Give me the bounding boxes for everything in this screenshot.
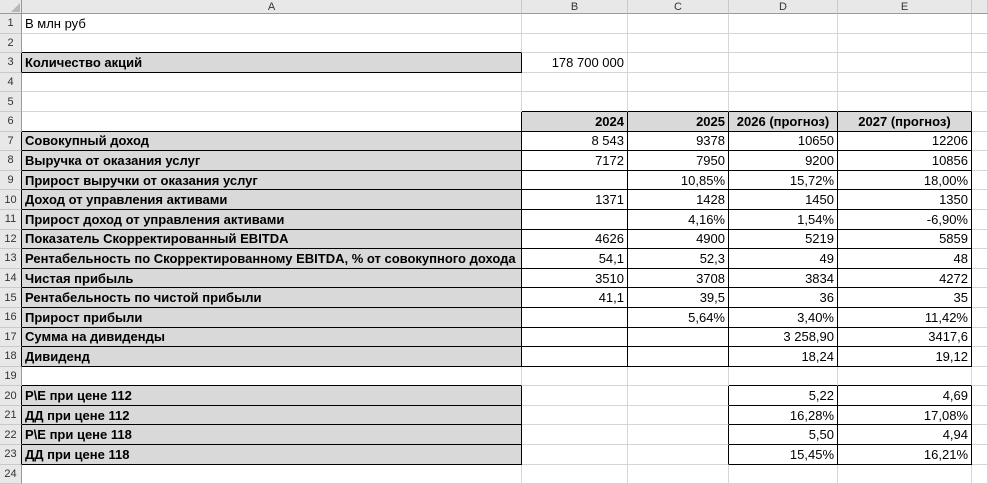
year-header-cell[interactable]: 2026 (прогноз) xyxy=(729,112,838,132)
cell[interactable] xyxy=(522,386,628,406)
metric-value-cell[interactable]: 3834 xyxy=(729,269,838,289)
metric-label-cell[interactable]: Доход от управления активами xyxy=(22,190,522,210)
cell[interactable] xyxy=(972,14,988,34)
cell[interactable] xyxy=(972,425,988,445)
metric-value-cell[interactable]: 11,42% xyxy=(838,308,972,328)
metric-value-cell[interactable]: 1350 xyxy=(838,190,972,210)
metric-value-cell[interactable]: 7950 xyxy=(628,151,729,171)
metric-value-cell[interactable]: 10650 xyxy=(729,132,838,152)
metric-value-cell[interactable]: 48 xyxy=(838,249,972,269)
metric-value-cell[interactable]: 1450 xyxy=(729,190,838,210)
valuation-value-cell[interactable]: 16,28% xyxy=(729,406,838,426)
cell[interactable] xyxy=(628,14,729,34)
column-header-a[interactable]: A xyxy=(22,0,522,14)
select-all-triangle-icon xyxy=(11,3,20,12)
cell[interactable] xyxy=(628,445,729,465)
cell[interactable] xyxy=(972,249,988,269)
cell[interactable] xyxy=(522,425,628,445)
metric-value-cell[interactable]: 5859 xyxy=(838,230,972,250)
metric-value-cell[interactable]: 4900 xyxy=(628,230,729,250)
cell[interactable] xyxy=(972,151,988,171)
row-header[interactable]: 10 xyxy=(0,190,22,210)
column-header-e[interactable]: E xyxy=(838,0,972,14)
row-header[interactable]: 20 xyxy=(0,386,22,406)
cell[interactable] xyxy=(729,367,838,387)
metric-label-cell[interactable]: Совокупный доход xyxy=(22,132,522,152)
cell[interactable] xyxy=(972,308,988,328)
valuation-value-cell[interactable]: 17,08% xyxy=(838,406,972,426)
valuation-label-cell[interactable]: ДД при цене 118 xyxy=(22,445,522,465)
metric-value-cell[interactable]: 36 xyxy=(729,288,838,308)
row-header[interactable]: 23 xyxy=(0,445,22,465)
metric-value-cell[interactable]: 3510 xyxy=(522,269,628,289)
metric-value-cell[interactable]: 1371 xyxy=(522,190,628,210)
cell[interactable] xyxy=(729,73,838,93)
row-header[interactable]: 14 xyxy=(0,269,22,289)
cell[interactable] xyxy=(628,367,729,387)
cell[interactable] xyxy=(22,367,522,387)
cell[interactable] xyxy=(838,34,972,54)
row-header[interactable]: 9 xyxy=(0,171,22,191)
cell[interactable] xyxy=(628,465,729,484)
valuation-value-cell[interactable]: 16,21% xyxy=(838,445,972,465)
metric-value-cell[interactable]: 18,00% xyxy=(838,171,972,191)
cell[interactable] xyxy=(522,367,628,387)
cell[interactable] xyxy=(729,14,838,34)
metric-value-cell[interactable]: 3 258,90 xyxy=(729,328,838,348)
metric-value-cell[interactable]: 9378 xyxy=(628,132,729,152)
cell[interactable] xyxy=(972,347,988,367)
column-header-partial[interactable] xyxy=(972,0,988,14)
cell[interactable] xyxy=(729,53,838,73)
cell[interactable] xyxy=(729,92,838,112)
row-header[interactable]: 12 xyxy=(0,230,22,250)
cell[interactable] xyxy=(628,92,729,112)
row-header[interactable]: 16 xyxy=(0,308,22,328)
metric-label-cell[interactable]: Сумма на дивиденды xyxy=(22,328,522,348)
cell[interactable] xyxy=(972,386,988,406)
metric-value-cell[interactable]: 10,85% xyxy=(628,171,729,191)
cell[interactable] xyxy=(522,34,628,54)
cell-shares-label[interactable]: Количество акций xyxy=(22,53,522,73)
metric-label-cell[interactable]: Показатель Скорректированный EBITDA xyxy=(22,230,522,250)
cell[interactable] xyxy=(972,230,988,250)
metric-value-cell[interactable] xyxy=(628,347,729,367)
cell[interactable] xyxy=(628,386,729,406)
valuation-label-cell[interactable]: ДД при цене 112 xyxy=(22,406,522,426)
cell[interactable] xyxy=(838,53,972,73)
metric-label-cell[interactable]: Выручка от оказания услуг xyxy=(22,151,522,171)
row-header[interactable]: 11 xyxy=(0,210,22,230)
cell[interactable] xyxy=(972,171,988,191)
metric-value-cell[interactable]: 4,16% xyxy=(628,210,729,230)
metric-value-cell[interactable] xyxy=(522,210,628,230)
metric-value-cell[interactable]: 39,5 xyxy=(628,288,729,308)
cell[interactable] xyxy=(972,112,988,132)
metric-value-cell[interactable] xyxy=(628,328,729,348)
row-header[interactable]: 18 xyxy=(0,347,22,367)
metric-label-cell[interactable]: Чистая прибыль xyxy=(22,269,522,289)
row-header[interactable]: 24 xyxy=(0,465,22,484)
metric-label-cell[interactable]: Дивиденд xyxy=(22,347,522,367)
cell[interactable] xyxy=(972,132,988,152)
cell[interactable] xyxy=(838,465,972,484)
metric-value-cell[interactable]: 5219 xyxy=(729,230,838,250)
cell[interactable] xyxy=(522,73,628,93)
metric-label-cell[interactable]: Прирост прибыли xyxy=(22,308,522,328)
row-header[interactable]: 22 xyxy=(0,425,22,445)
metric-value-cell[interactable]: 1428 xyxy=(628,190,729,210)
select-all-button[interactable] xyxy=(0,0,22,14)
cell[interactable] xyxy=(522,465,628,484)
metric-value-cell[interactable]: 19,12 xyxy=(838,347,972,367)
metric-value-cell[interactable]: 8 543 xyxy=(522,132,628,152)
metric-value-cell[interactable]: 1,54% xyxy=(729,210,838,230)
valuation-value-cell[interactable]: 4,69 xyxy=(838,386,972,406)
metric-value-cell[interactable]: 9200 xyxy=(729,151,838,171)
row-header[interactable]: 3 xyxy=(0,53,22,73)
metric-value-cell[interactable]: 3,40% xyxy=(729,308,838,328)
cell[interactable] xyxy=(22,73,522,93)
row-header[interactable]: 8 xyxy=(0,151,22,171)
metric-value-cell[interactable]: 15,72% xyxy=(729,171,838,191)
metric-value-cell[interactable]: 4626 xyxy=(522,230,628,250)
metric-value-cell[interactable] xyxy=(522,308,628,328)
cell[interactable] xyxy=(729,465,838,484)
row-header[interactable]: 7 xyxy=(0,132,22,152)
cell[interactable] xyxy=(972,210,988,230)
cell[interactable] xyxy=(22,92,522,112)
cell[interactable] xyxy=(522,92,628,112)
cell[interactable] xyxy=(22,465,522,484)
metric-label-cell[interactable]: Рентабельность по чистой прибыли xyxy=(22,288,522,308)
metric-value-cell[interactable]: 18,24 xyxy=(729,347,838,367)
metric-value-cell[interactable]: 35 xyxy=(838,288,972,308)
valuation-value-cell[interactable]: 15,45% xyxy=(729,445,838,465)
cell[interactable] xyxy=(522,445,628,465)
cell[interactable] xyxy=(729,34,838,54)
valuation-value-cell[interactable]: 4,94 xyxy=(838,425,972,445)
row-header[interactable]: 21 xyxy=(0,406,22,426)
cell[interactable] xyxy=(628,425,729,445)
metric-label-cell[interactable]: Прирост выручки от оказания услуг xyxy=(22,171,522,191)
row-header[interactable]: 6 xyxy=(0,112,22,132)
valuation-label-cell[interactable]: P\E при цене 112 xyxy=(22,386,522,406)
row-header[interactable]: 19 xyxy=(0,367,22,387)
row-header[interactable]: 2 xyxy=(0,34,22,54)
cell[interactable] xyxy=(972,92,988,112)
row-header[interactable]: 13 xyxy=(0,249,22,269)
row-header[interactable]: 5 xyxy=(0,92,22,112)
cell[interactable] xyxy=(972,269,988,289)
cell[interactable] xyxy=(972,288,988,308)
metric-value-cell[interactable] xyxy=(522,347,628,367)
metric-label-cell[interactable]: Прирост доход от управления активами xyxy=(22,210,522,230)
cell[interactable] xyxy=(972,465,988,484)
metric-value-cell[interactable]: 10856 xyxy=(838,151,972,171)
cell[interactable] xyxy=(972,367,988,387)
metric-value-cell[interactable] xyxy=(522,171,628,191)
valuation-value-cell[interactable]: 5,22 xyxy=(729,386,838,406)
metric-value-cell[interactable]: 52,3 xyxy=(628,249,729,269)
column-header-c[interactable]: C xyxy=(628,0,729,14)
cell[interactable] xyxy=(972,328,988,348)
metric-value-cell[interactable]: 4272 xyxy=(838,269,972,289)
cell[interactable] xyxy=(972,445,988,465)
metric-value-cell[interactable]: 3417,6 xyxy=(838,328,972,348)
cell[interactable] xyxy=(972,53,988,73)
row-header[interactable]: 1 xyxy=(0,14,22,34)
cell[interactable] xyxy=(838,73,972,93)
row-header[interactable]: 15 xyxy=(0,288,22,308)
cell[interactable] xyxy=(522,406,628,426)
valuation-label-cell[interactable]: P\E при цене 118 xyxy=(22,425,522,445)
cell-shares-value[interactable]: 178 700 000 xyxy=(522,53,628,73)
year-header-cell[interactable]: 2027 (прогноз) xyxy=(838,112,972,132)
cell[interactable] xyxy=(628,406,729,426)
cell[interactable] xyxy=(972,73,988,93)
metric-value-cell[interactable]: 5,64% xyxy=(628,308,729,328)
column-header-d[interactable]: D xyxy=(729,0,838,14)
valuation-value-cell[interactable]: 5,50 xyxy=(729,425,838,445)
cell[interactable] xyxy=(972,34,988,54)
metric-value-cell[interactable]: 49 xyxy=(729,249,838,269)
year-header-cell[interactable]: 2025 xyxy=(628,112,729,132)
cell[interactable] xyxy=(972,190,988,210)
metric-value-cell[interactable]: 12206 xyxy=(838,132,972,152)
column-header-b[interactable]: B xyxy=(522,0,628,14)
cell[interactable] xyxy=(522,14,628,34)
cell[interactable] xyxy=(838,367,972,387)
cell[interactable] xyxy=(838,92,972,112)
cell[interactable] xyxy=(972,406,988,426)
cell[interactable] xyxy=(628,53,729,73)
metric-value-cell[interactable]: 7172 xyxy=(522,151,628,171)
cell[interactable] xyxy=(628,34,729,54)
metric-value-cell[interactable] xyxy=(522,328,628,348)
metric-value-cell[interactable]: 3708 xyxy=(628,269,729,289)
cell[interactable] xyxy=(22,34,522,54)
metric-value-cell[interactable]: -6,90% xyxy=(838,210,972,230)
cell[interactable] xyxy=(838,14,972,34)
metric-label-cell[interactable]: Рентабельность по Скорректированному EBITDA, % от совокупного дохода xyxy=(22,249,522,269)
row-header[interactable]: 17 xyxy=(0,328,22,348)
year-header-cell[interactable]: 2024 xyxy=(522,112,628,132)
metric-value-cell[interactable]: 54,1 xyxy=(522,249,628,269)
cell[interactable] xyxy=(628,73,729,93)
cell[interactable] xyxy=(22,112,522,132)
row-header[interactable]: 4 xyxy=(0,73,22,93)
metric-value-cell[interactable]: 41,1 xyxy=(522,288,628,308)
cell-units-note[interactable]: В млн руб xyxy=(22,14,522,34)
